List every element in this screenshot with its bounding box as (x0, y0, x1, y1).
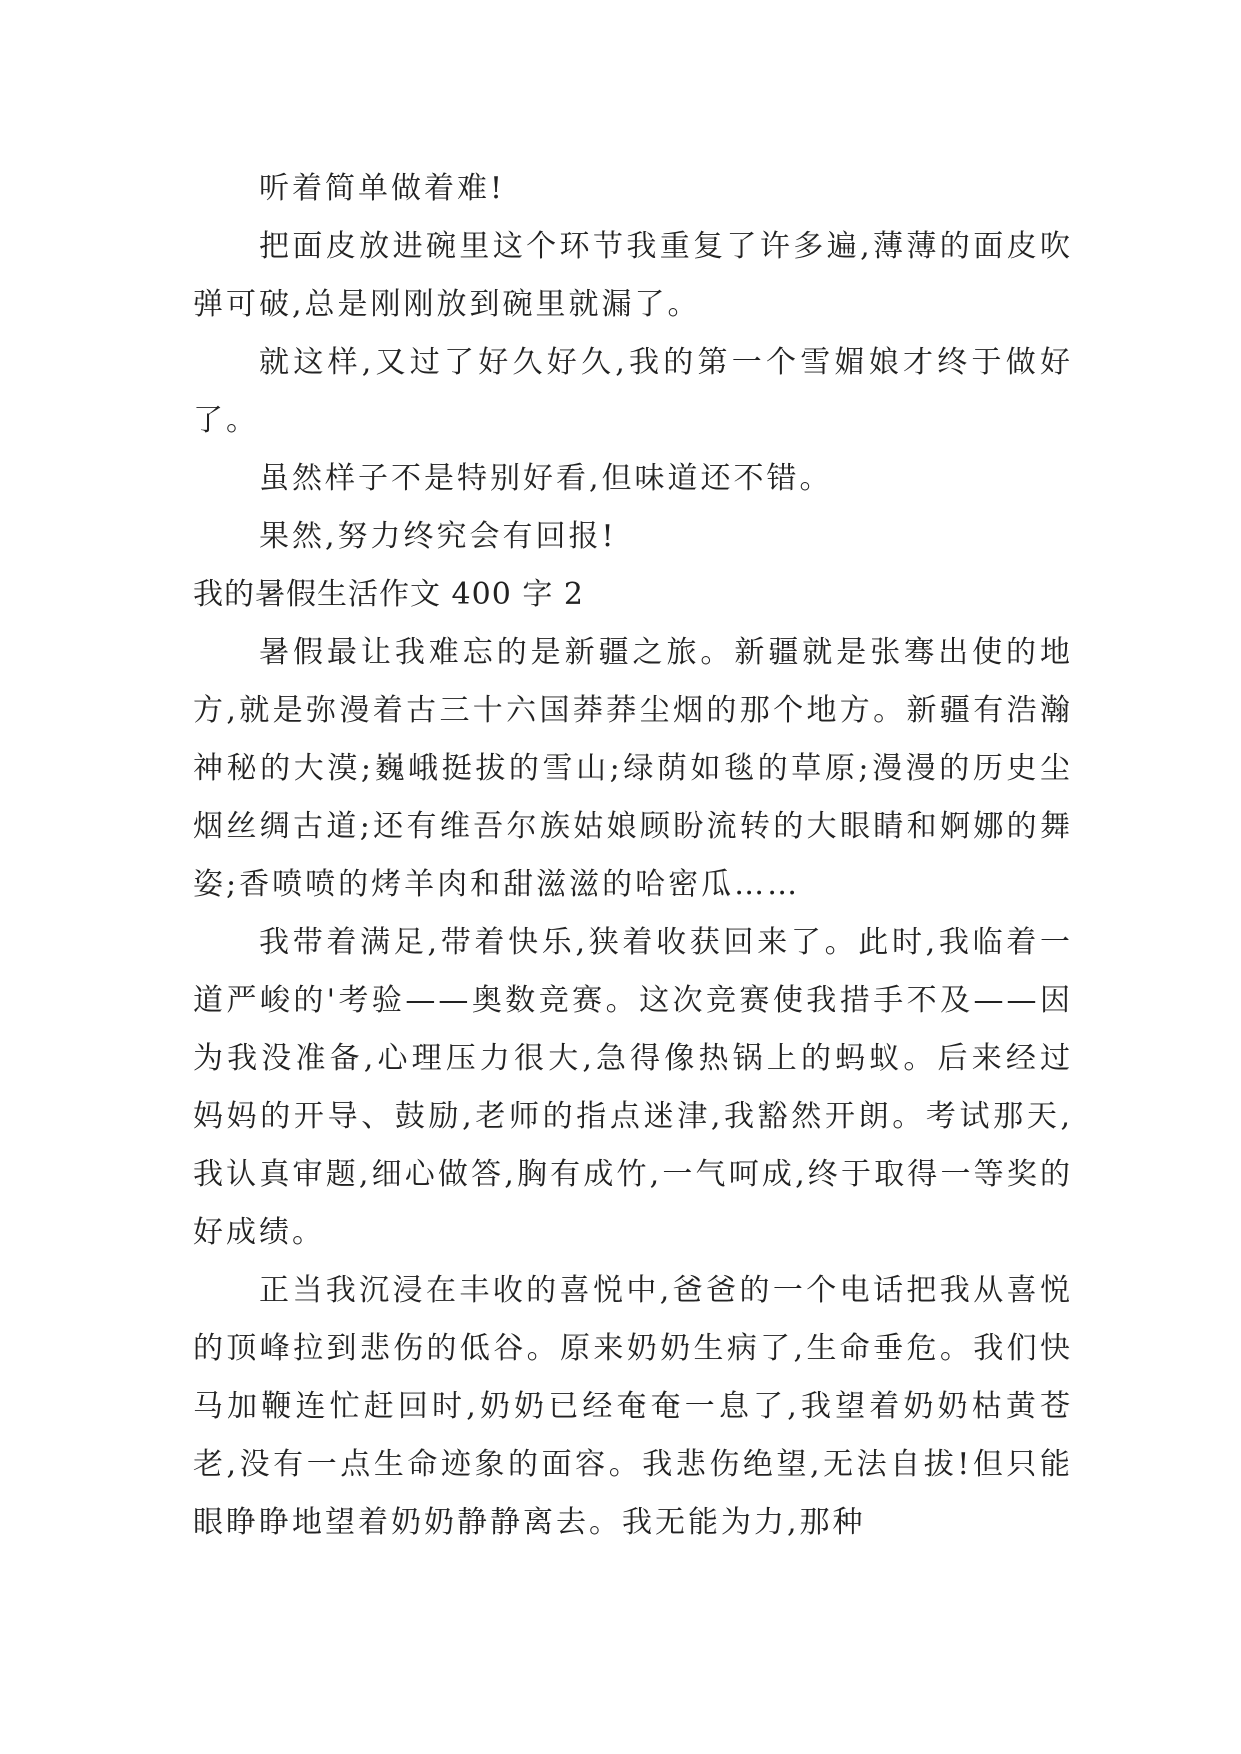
paragraph: 暑假最让我难忘的是新疆之旅。新疆就是张骞出使的地方,就是弥漫着古三十六国莽莽尘烟的那个地方。新疆有浩瀚神秘的大漠;巍峨挺拔的雪山;绿荫如毯的草原;漫漫的历史尘烟丝绸古道;还有维吾尔族姑娘顾盼流转的大眼睛和婀娜的舞姿;香喷喷的烤羊肉和甜滋滋的哈密瓜…… (193, 635, 1073, 902)
paragraph: 我带着满足,带着快乐,狭着收获回来了。此时,我临着一道严峻的'考验——奥数竞赛。这次竞赛使我措手不及——因为我没准备,心理压力很大,急得像热锅上的蚂蚁。后来经过妈妈的开导、鼓励,老师的指点迷津,我豁然开朗。考试那天,我认真审题,细心做答,胸有成竹,一气呵成,终于取得一等奖的好成绩。 (193, 925, 1073, 1250)
paragraph: 听着简单做着难! (259, 171, 506, 206)
paragraph: 虽然样子不是特别好看,但味道还不错。 (259, 461, 833, 496)
paragraph: 把面皮放进碗里这个环节我重复了许多遍,薄薄的面皮吹弹可破,总是刚刚放到碗里就漏了。 (193, 229, 1073, 322)
paragraph: 就这样,又过了好久好久,我的第一个雪媚娘才终于做好了。 (193, 345, 1073, 438)
paragraph: 果然,努力终究会有回报! (259, 519, 617, 554)
paragraph: 正当我沉浸在丰收的喜悦中,爸爸的一个电话把我从喜悦的顶峰拉到悲伤的低谷。原来奶奶生病了,生命垂危。我们快马加鞭连忙赶回时,奶奶已经奄奄一息了,我望着奶奶枯黄苍老,没有一点生命迹象的面容。我悲伤绝望,无法自拔!但只能眼睁睁地望着奶奶静静离去。我无能为力,那种 (193, 1273, 1073, 1540)
document-body (193, 160, 1073, 1552)
section-heading: 我的暑假生活作文 400 字 2 (193, 577, 584, 612)
